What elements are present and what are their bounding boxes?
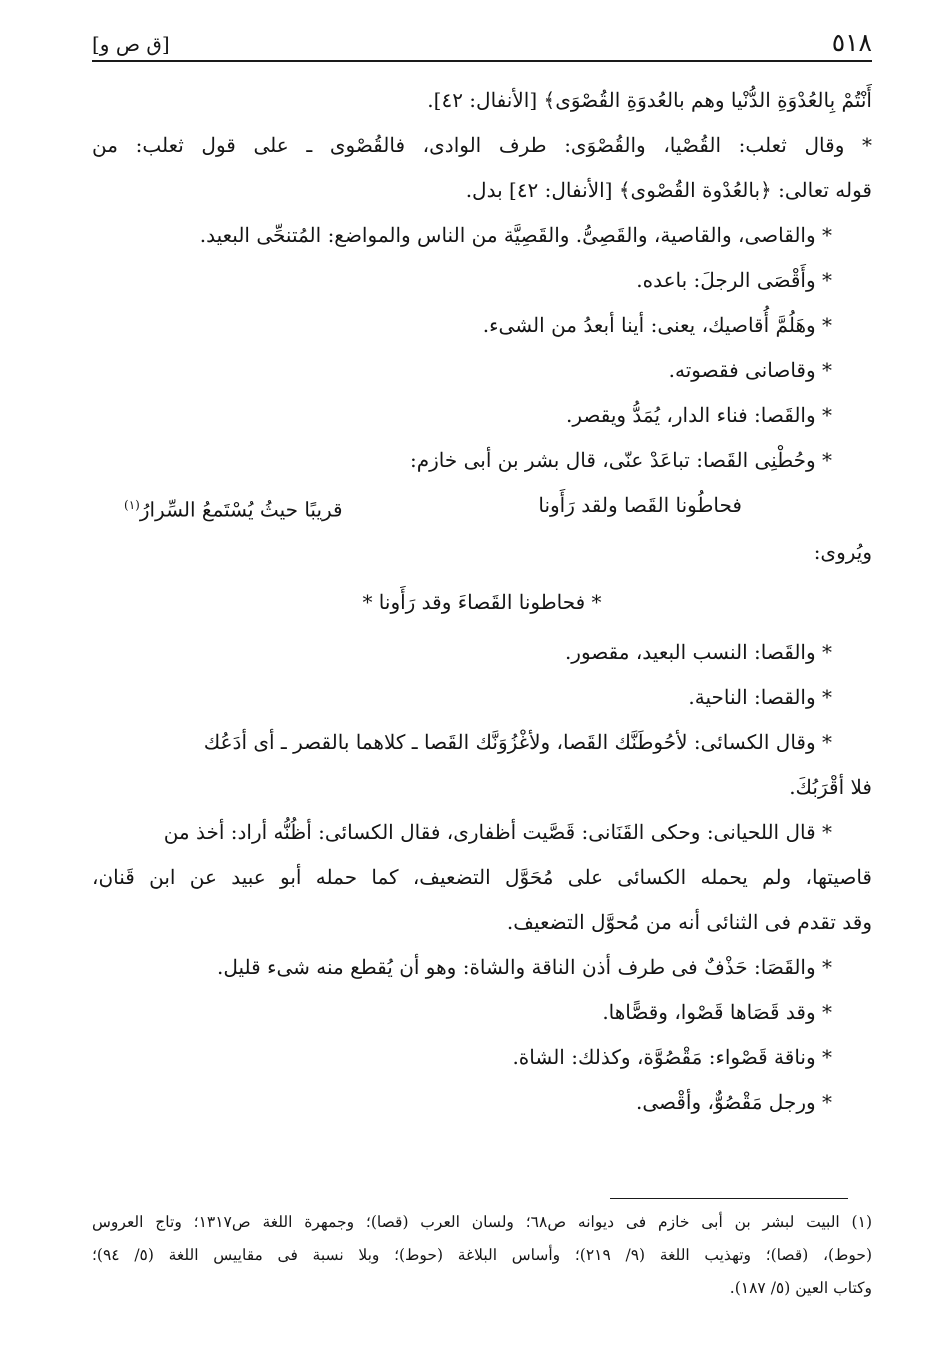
text-line: * وناقة قَصْواء: مَقْصُوَّة، وكذلك: الشاة.	[512, 1045, 832, 1069]
entry-text	[92, 78, 872, 1125]
text-line: أَنْتُمْ بِالعُدْوَةِ الدُّنْيا وهم بالعُدوَةِ القُصْوَى﴾ [الأنفال: ٤٢].	[427, 88, 872, 112]
verse-second-hemistich	[124, 483, 343, 533]
page-number: ٥١٨	[831, 28, 872, 57]
poetry-verse	[92, 483, 872, 530]
text-line: * والقصا: الناحية.	[688, 685, 832, 709]
text-line: * ورجل مَقْصُوٌّ، وأقْصى.	[635, 1090, 832, 1114]
text-line: * وهَلُمَّ أُقاصيك، يعنى: أينا أبعدُ من الشىء.	[482, 313, 832, 337]
text-line: وقد تقدم فى الثنائى أنه من مُحوَّل التضعيف.	[506, 910, 872, 934]
text-line: * وقال ثعلب: القُصْيا، والقُصْوَى: طرف الوادى، فالقُصْوى ـ على قول ثعلب: من	[92, 133, 872, 157]
text-line: * وحُطْنِى القَصا: تباعَدْ عنّى، قال بشر بن أبى خازم:	[410, 448, 832, 472]
text-line: ويُروى:	[813, 540, 872, 564]
text-line: * والقَصا: فناء الدار، يُمَدُّ ويقصر.	[565, 403, 832, 427]
root-section-tag: [ق ص و]	[92, 32, 170, 56]
footnote-line: (حوط)، (قصا)؛ وتهذيب اللغة (٩/ ٢١٩)؛ وأساس البلاغة (حوط)؛ وبلا نسبة فى مقاييس اللغة (٥/ ٩٤)؛	[92, 1246, 872, 1264]
verse-second-hemistich-text: قريبًا حيثُ يُسْتَمعُ السِّرارُ	[139, 497, 343, 522]
footnote-line: (١) البيت لبشر بن أبى خازم فى ديوانه ص٦٨؛ ولسان العرب (قصا)؛ وجمهرة اللغة ص١٣١٧؛ وتاج العروس	[92, 1213, 872, 1231]
text-line: فلا أقْرَبُكَ.	[789, 775, 872, 799]
footnote-marker: (١)	[124, 498, 140, 512]
text-line: * وقال الكسائى: لأحُوطَنَّك القَصا، ولأغْزُوَنَّك القَصا ـ كلاهما بالقصر ـ أى أدَعُك	[203, 730, 832, 754]
text-line: * قال اللحيانى: وحكى القَنَانى: قَصَّيت أظفارى، فقال الكسائى: أظُنُّه أراد: أخذ من	[163, 820, 832, 844]
page-header	[92, 28, 872, 62]
text-line: قوله تعالى: ﴿بالعُدْوة القُصْوى﴾ [الأنفال: ٤٢] بدل.	[465, 178, 872, 202]
footnotes	[92, 1206, 872, 1305]
text-line: * وقاصانى فقصوته.	[668, 358, 832, 382]
footnote-line: وكتاب العين (٥/ ١٨٧).	[729, 1279, 872, 1297]
text-line: * والقاصى، والقاصية، والقَصِىُّ. والقَصِيَّة من الناس والمواضع: المُتنحِّى البعيد.	[199, 223, 832, 247]
verse-variant: * فحاطونا القَصاءَ وقد رَأَونا *	[362, 590, 602, 614]
text-line: قاصيتها، ولم يحمله الكسائى على مُحَوَّل التضعيف، كما حمله أبو عبيد عن ابن قَنان،	[92, 865, 872, 889]
text-line: * وقد قَصَاها قَصْوا، وقصًّاها.	[602, 1000, 832, 1024]
text-line: * والقَصَا: حَذْفٌ فى طرف أذن الناقة والشاة: وهو أن يُقطع منه شىء قليل.	[217, 955, 832, 979]
text-line: * وأَقْصَى الرجلَ: باعده.	[636, 268, 832, 292]
footnote-divider	[610, 1198, 848, 1199]
text-line: * والقَصا: النسب البعيد، مقصور.	[564, 640, 832, 664]
verse-first-hemistich: فحاطُونا القَصا ولقد رَأَونا	[538, 493, 742, 517]
